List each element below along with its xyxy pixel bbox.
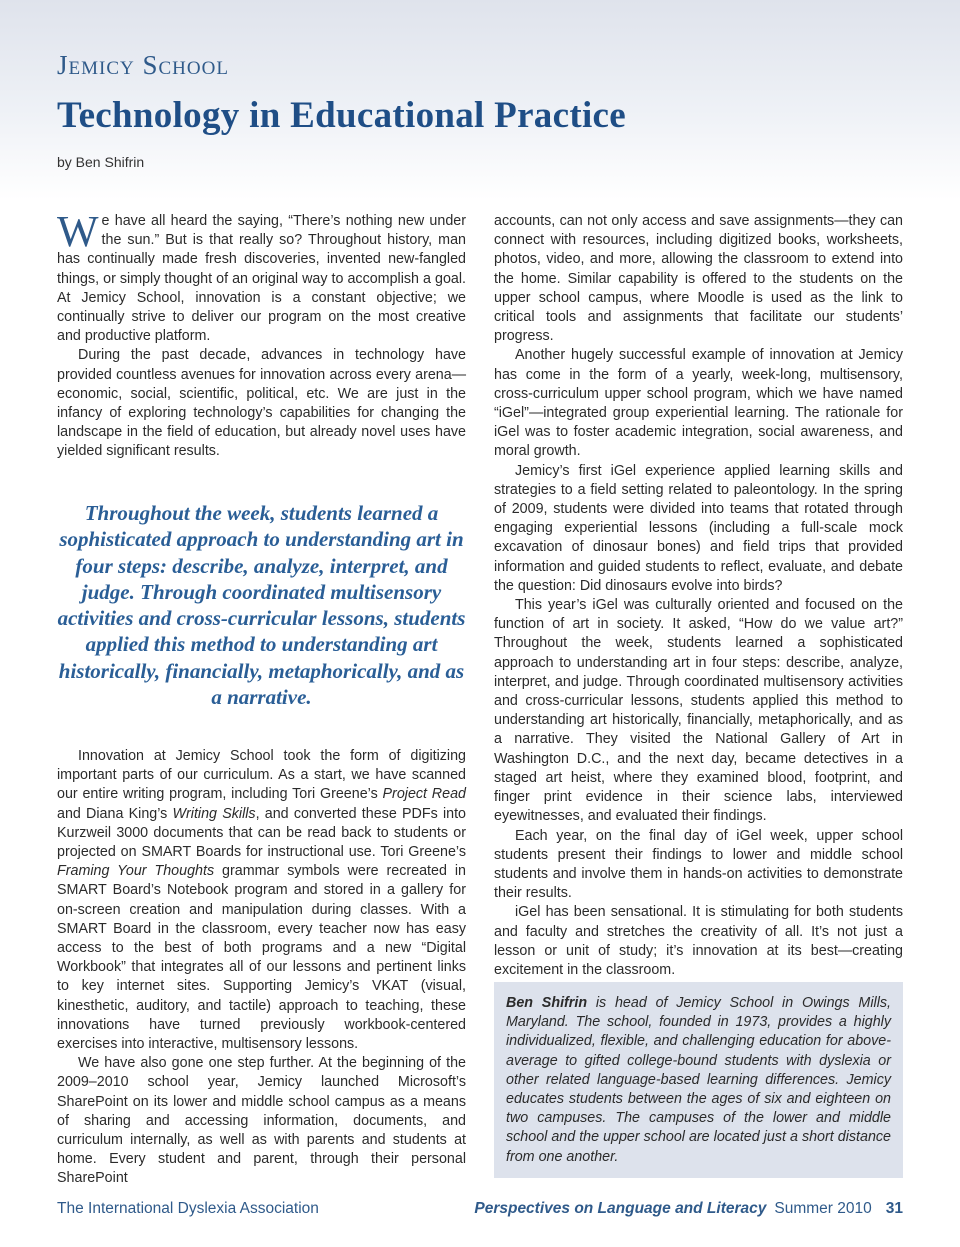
paragraph-7: Jemicy’s first iGel experience applied learning skills and strategies to a field setting related to paleontology. In the spring of 2009, students were divided into teams that rotated through engaging experiential lessons (including a full-scale mock excavation of dinosaur bones) and field trips that provided information and guided students to reflect, evaluate, and debate the question: Did dinosaurs evolve into birds? bbox=[494, 462, 903, 594]
footer-journal: Perspectives on Language and Literacy bbox=[474, 1200, 767, 1217]
author-name: Ben Shifrin bbox=[506, 995, 588, 1011]
paragraph-6: Another hugely successful example of innovation at Jemicy has come in the form of a yearly, week-long, multisensory, cross-curriculum upper school program, which we have named “iGel”—integrated group experiential learning. The rationale for iGel was to foster academic integration, social awareness, and moral growth. bbox=[494, 347, 903, 460]
paragraph-1 bbox=[57, 207, 466, 346]
footer-citation bbox=[474, 1200, 903, 1218]
paragraph-5: accounts, can not only access and save assignments—they can connect with resources, including digitized books, worksheets, photos, video, and more, allowing the classroom to extend into the home. Similar capability is offered to the students on the upper school campus, where Moodle is used as the link to critical tools and assignments that facilitate our students’ progress. bbox=[494, 213, 903, 345]
paragraph-9: Each year, on the final day of iGel week, upper school students present their findings to lower and middle school students and involve them in hands-on activities to demonstrate their results. bbox=[494, 827, 903, 902]
paragraph-1-text: e have all heard the saying, “There’s nothing new under the sun.” But is that really so? Throughout history, man has continually made fresh discoveries, invented new-fangled things, or simply thought of an original way to accomplish a goal. At Jemicy School, innovation is a constant objective; we continually strive to deliver our program on the most creative and productive platform. bbox=[57, 213, 466, 345]
author-bio-box bbox=[494, 982, 903, 1178]
paragraph-3-text-a: Innovation at Jemicy School took the form of digitizing important parts of our curriculum. As a start, we have scanned our entire writing program, including Tori Greene’s bbox=[57, 748, 466, 803]
book-title-writing-skills: Writing Skills bbox=[172, 805, 256, 822]
paragraph-10: iGel has been sensational. It is stimulating for both students and faculty and stretches the creativity of all. It’s not just a lesson or unit of study; it’s innovation at its best—creating excitement in the classroom. bbox=[494, 904, 903, 978]
left-column-top bbox=[57, 207, 466, 462]
paragraph-8: This year’s iGel was culturally oriented and focused on the function of art in society. It asked, “How do we value art?” Throughout the week, students learned a sophisticated approach to understanding art in four steps: describe, analyze, interpret, and judge. Through coordinated multisensory activities and cross-curricular lessons, students applied this method to understanding art historically, financially, metaphorically, and as a narrative. They visited the National Gallery of Art in Washington D.C., and the next day, became detectives in a staged art heist, where they examined blood, footprint, and finger print evidence in their science labs, interviewed eyewitnesses, and evaluated their findings. bbox=[494, 597, 903, 825]
footer-organization: The International Dyslexia Association bbox=[57, 1200, 319, 1217]
paragraph-2: During the past decade, advances in technology have provided countless avenues for innovation across every arena—economic, social, scientific, political, etc. We are just in the infancy of exploring technology’s capabilities for changing the landscape in the field of education, but already novel uses have yielded significant results. bbox=[57, 347, 466, 460]
paragraph-3-text-b: and Diana King’s bbox=[57, 805, 173, 822]
paragraph-4: We have also gone one step further. At the beginning of the 2009–2010 school year, Jemicy launched Microsoft’s SharePoint on its lower and middle school campus as a means of sharing and accessing information, documents, and curriculum internally, as well as with parents and students at home. Every student and parent, through their personal SharePoint bbox=[57, 1055, 466, 1187]
article-title: Technology in Educational Practice bbox=[57, 95, 626, 136]
pull-quote: Throughout the week, students learned a sophisticated approach to understanding art in four steps: describe, analyze, interpret, and judge. Through coordinated multisensory activities and cross-curricular lessons, students applied this method to understanding art historically, financially, metaphorically, and as a narrative. bbox=[57, 501, 466, 710]
left-column-bottom bbox=[57, 747, 466, 1189]
book-title-project-read: Project Read bbox=[382, 786, 466, 803]
right-column bbox=[494, 212, 903, 980]
author-bio bbox=[506, 994, 891, 1167]
drop-cap: W bbox=[57, 207, 99, 256]
footer-issue: Summer 2010 bbox=[774, 1200, 872, 1217]
byline: by Ben Shifrin bbox=[57, 154, 145, 170]
section-kicker: Jemicy School bbox=[57, 50, 229, 80]
author-bio-text: is head of Jemicy School in Owings Mills, Maryland. The school, founded in 1973, provides a highly individualized, flexible, and challenging education for above-average to gifted college-bound students with dyslexia or other related language-based learning differences. Jemicy educates students between the ages of six and eighteen on two campuses. The campuses of the lower and middle school and the upper school are located just a short distance from one another. bbox=[506, 995, 891, 1165]
paragraph-3 bbox=[57, 747, 466, 1054]
page-number: 31 bbox=[885, 1200, 903, 1217]
paragraph-3-text-c: , and converted these PDFs into Kurzweil 3000 documents that can be read back to students or projected on SMART Boards for instructional use. Tori Greene’s bbox=[57, 805, 466, 861]
book-title-framing-your-thoughts: Framing Your Thoughts bbox=[57, 863, 215, 880]
paragraph-3-text-d: grammar symbols were recreated in SMART Board’s Notebook program and stored in a gallery for on-screen creation and manipulation during classes. With a SMART Board in the classroom, every teacher now has easy access to the best of both programs and a new “Digital Workbook” that integrates all of our lessons and pertinent links to key internet sites. Supporting Jemicy’s VKAT (visual, kinesthetic, auditory, and tactile) approach to teaching, these innovations have turned previously workbook-centered exercises into interactive, multisensory lessons. bbox=[57, 863, 467, 1053]
